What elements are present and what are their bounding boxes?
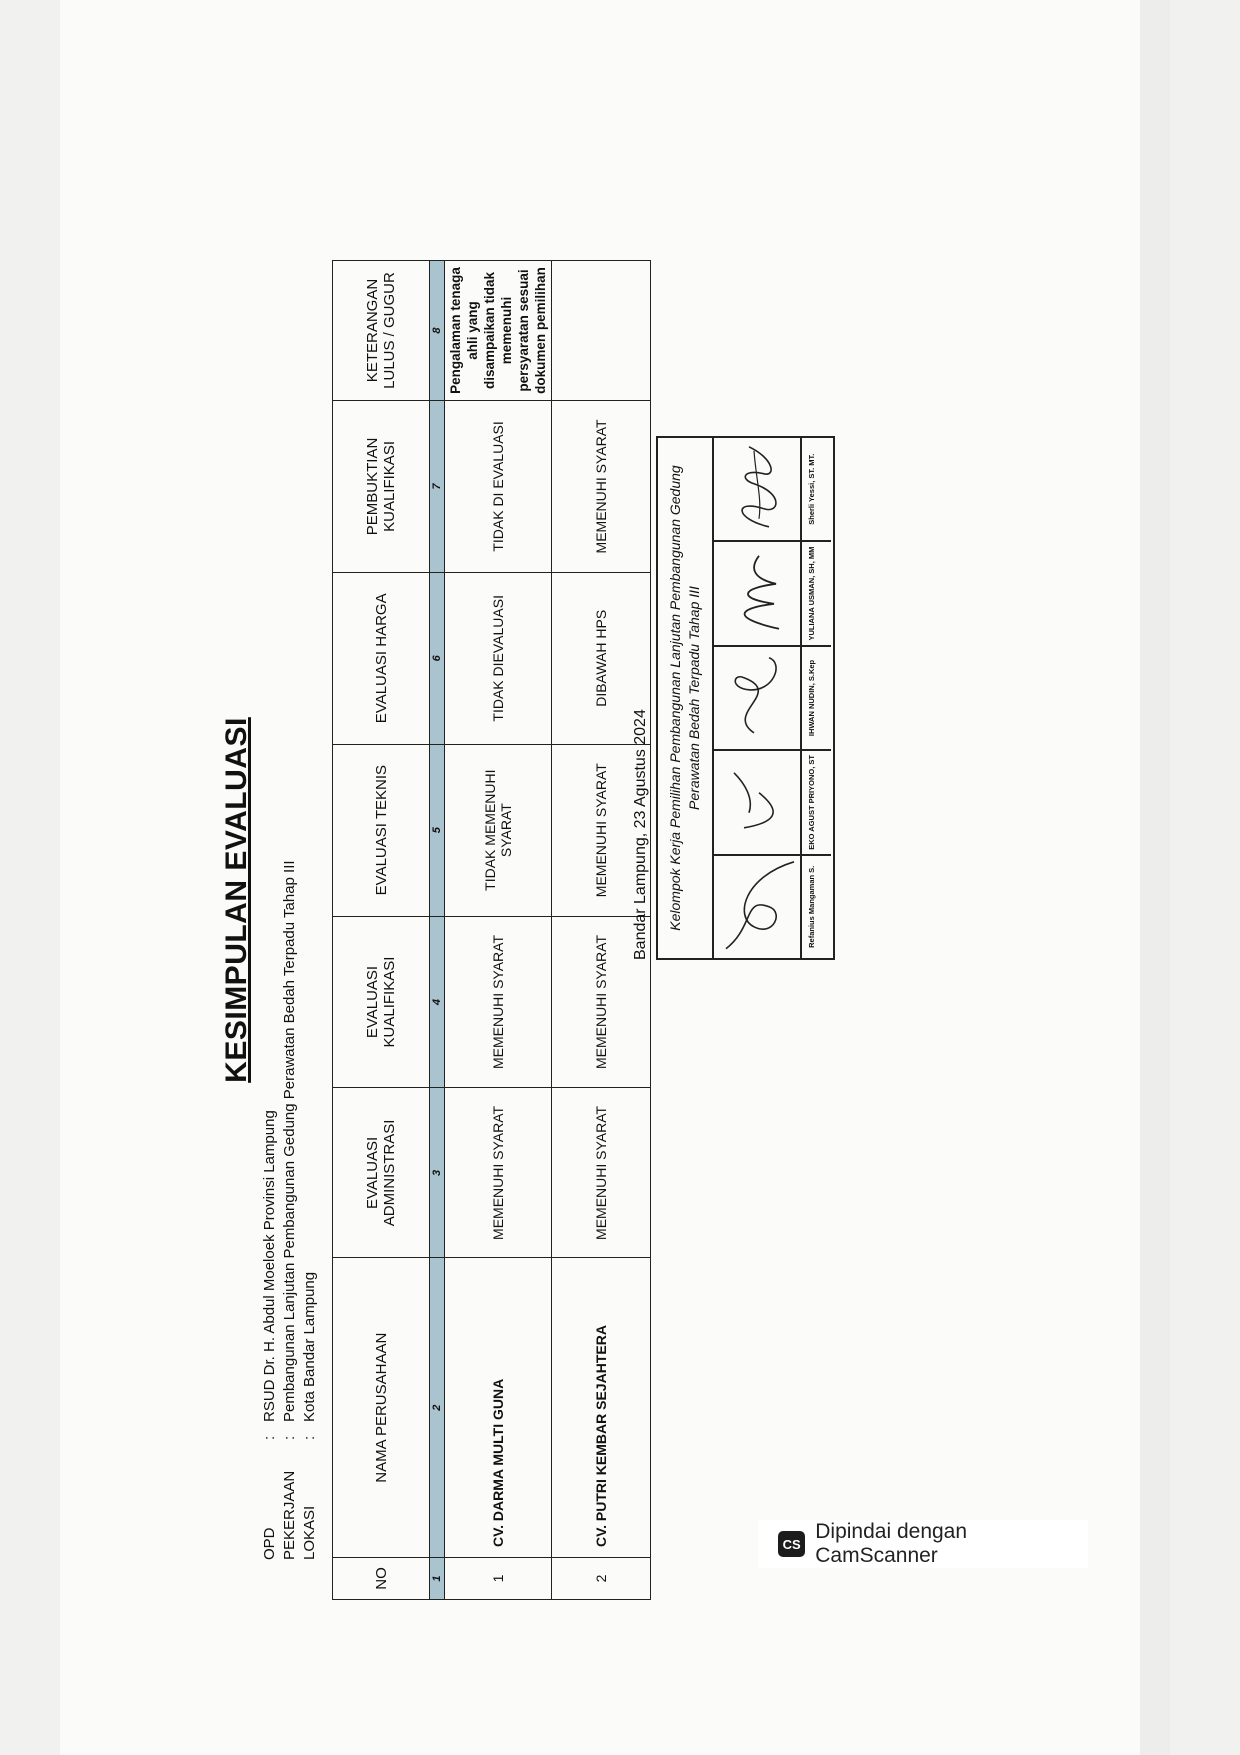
table-number-row: [430, 261, 445, 1600]
row-kualifikasi: MEMENUHI SYARAT: [552, 916, 651, 1088]
page-edge: [1140, 0, 1170, 1755]
row-keterangan: Pengalaman tenaga ahli yang disampaikan tidak memenuhi persyaratan sesuai dokumen pemilihan: [445, 261, 552, 401]
column-number: 6: [430, 572, 445, 744]
header-pembuktian: PEMBUKTIAN KUALIFIKASI: [333, 401, 430, 573]
signature-1: [714, 856, 800, 958]
camscanner-logo-icon: CS: [778, 1531, 805, 1557]
row-company: CV. PUTRI KEMBAR SEJAHTERA: [552, 1258, 651, 1558]
signatory-name: Sherli Yessi, ST. MT.: [800, 438, 831, 540]
table-row: [445, 261, 552, 1600]
signatory-name: YULIANA USMAN, SH, MM: [800, 542, 831, 644]
header-teknis: EVALUASI TEKNIS: [333, 744, 430, 916]
signature-3: [714, 647, 800, 749]
header-company: NAMA PERUSAHAAN: [333, 1258, 430, 1558]
column-number: 1: [430, 1558, 445, 1600]
signature-cell: [714, 438, 831, 540]
place-date: Bandar Lampung, 23 Agustus 2024: [632, 709, 649, 960]
header-keterangan: KETERANGAN LULUS / GUGUR: [333, 261, 430, 401]
row-kualifikasi: MEMENUHI SYARAT: [445, 916, 552, 1088]
column-number: 7: [430, 401, 445, 573]
signature-cell: [714, 645, 831, 749]
meta-label: OPD: [261, 1527, 278, 1560]
column-number: 2: [430, 1258, 445, 1558]
signature-cell: [714, 854, 831, 958]
column-number: 5: [430, 744, 445, 916]
header-harga: EVALUASI HARGA: [333, 572, 430, 744]
row-harga: TIDAK DIEVALUASI: [445, 572, 552, 744]
meta-value: RSUD Dr. H. Abdul Moeloek Provinsi Lampung: [261, 1110, 278, 1422]
meta-value: Kota Bandar Lampung: [301, 1271, 318, 1422]
signature-4: [714, 542, 800, 644]
signature-cell: [714, 540, 831, 644]
camscanner-watermark: [758, 1520, 1088, 1568]
signatory-name: IHWAN NUDIN, S.Kep: [800, 647, 831, 749]
meta-label: PEKERJAAN: [281, 1470, 298, 1560]
signatory-name: EKO AGUST PRIYONO, ST: [800, 751, 831, 853]
header-kualifikasi: EVALUASI KUALIFIKASI: [333, 916, 430, 1088]
document-title: KESIMPULAN EVALUASI: [220, 717, 253, 1083]
row-pembuktian: MEMENUHI SYARAT: [552, 401, 651, 573]
row-harga: DIBAWAH HPS: [552, 572, 651, 744]
header-no: NO: [333, 1558, 430, 1600]
signatory-name: Refanius Mangaman S.: [800, 856, 831, 958]
row-no: 1: [445, 1558, 552, 1600]
camscanner-text: Dipindai dengan CamScanner: [815, 1520, 968, 1567]
meta-row-lokasi: LOKASI : Kota Bandar Lampung: [301, 1271, 318, 1560]
table-header-row: [333, 261, 430, 1600]
row-no: 2: [552, 1558, 651, 1600]
signature-5: [714, 438, 800, 540]
row-administrasi: MEMENUHI SYARAT: [445, 1088, 552, 1258]
row-keterangan: [552, 261, 651, 401]
evaluation-table: [332, 260, 651, 1600]
row-company: CV. DARMA MULTI GUNA: [445, 1258, 552, 1558]
meta-value: Pembangunan Lanjutan Pembangunan Gedung Perawatan Bedah Terpadu Tahap III: [281, 860, 298, 1422]
meta-row-opd: OPD : RSUD Dr. H. Abdul Moeloek Provinsi Lampung: [261, 1110, 278, 1560]
header-administrasi: EVALUASI ADMINISTRASI: [333, 1088, 430, 1258]
row-administrasi: MEMENUHI SYARAT: [552, 1088, 651, 1258]
column-number: 8: [430, 261, 445, 401]
row-pembuktian: TIDAK DI EVALUASI: [445, 401, 552, 573]
column-number: 4: [430, 916, 445, 1088]
meta-label: LOKASI: [301, 1505, 318, 1560]
signature-2: [714, 751, 800, 853]
signature-cell: [714, 749, 831, 853]
committee-name: Kelompok Kerja Pemilihan Pembangunan Lanjutan Pembangunan Gedung Perawatan Bedah Terpadu Tahap III: [658, 438, 714, 958]
rotated-document: [220, 180, 900, 1620]
row-teknis: TIDAK MEMENUHI SYARAT: [445, 744, 552, 916]
column-number: 3: [430, 1088, 445, 1258]
meta-row-pekerjaan: PEKERJAAN : Pembangunan Lanjutan Pembangunan Gedung Perawatan Bedah Terpadu Tahap III: [281, 860, 298, 1560]
signature-box: [656, 436, 835, 960]
row-teknis: MEMENUHI SYARAT: [552, 744, 651, 916]
document-meta: [260, 860, 320, 1560]
